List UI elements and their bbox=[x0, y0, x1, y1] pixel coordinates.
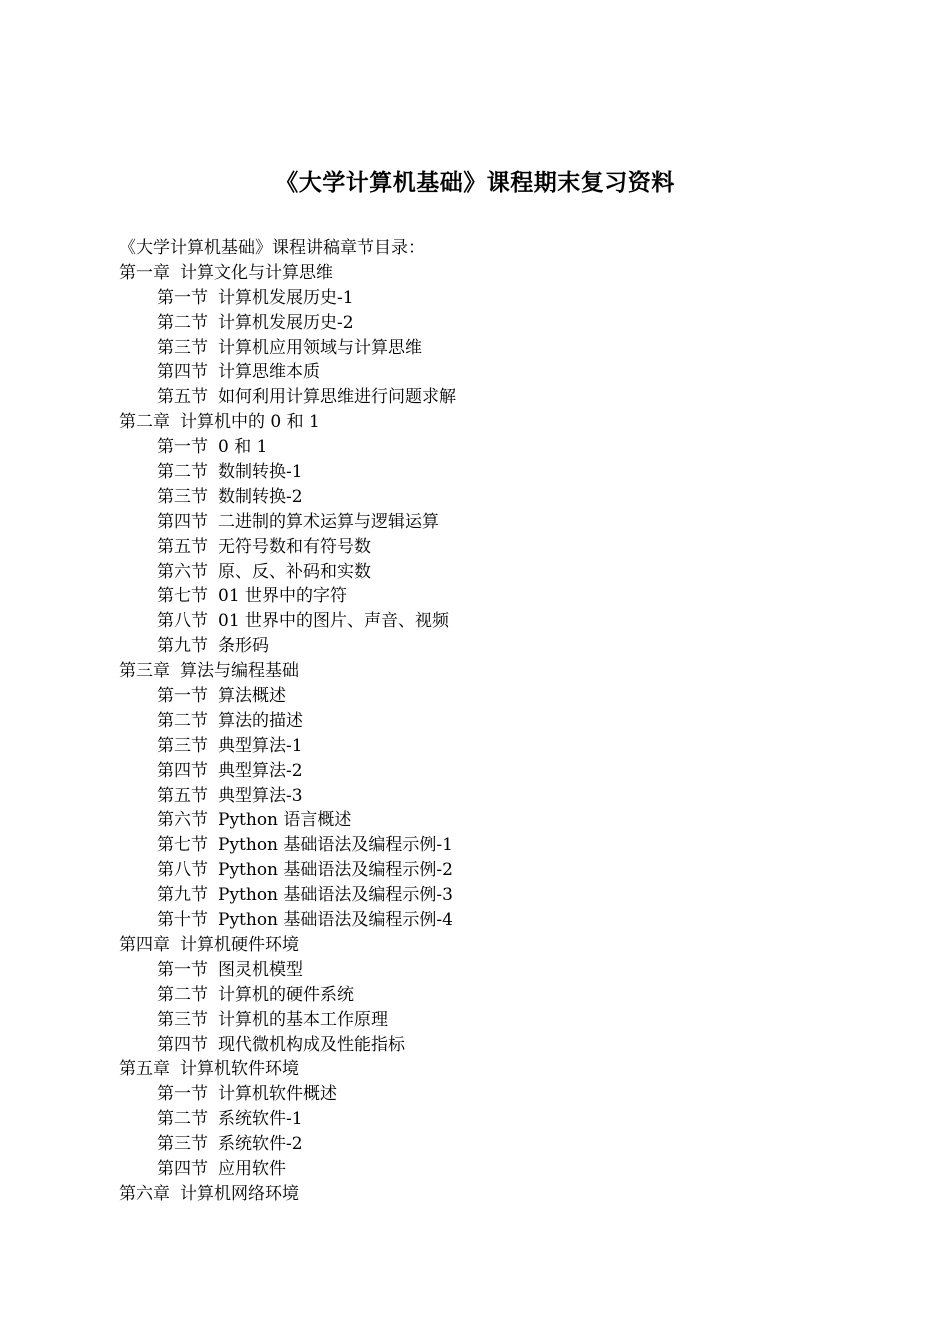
section-number: 第四节 bbox=[157, 1034, 208, 1055]
section-title: 数制转换-1 bbox=[218, 462, 303, 483]
section-item bbox=[119, 560, 839, 585]
chapter-number: 第一章 bbox=[119, 262, 170, 283]
section-number: 第三节 bbox=[157, 735, 208, 756]
section-number: 第九节 bbox=[157, 885, 208, 906]
section-number: 第六节 bbox=[157, 810, 208, 831]
chapter-title: 计算机硬件环境 bbox=[180, 934, 299, 955]
chapter-title: 计算机软件环境 bbox=[180, 1059, 299, 1080]
section-item bbox=[119, 734, 839, 759]
section-item bbox=[119, 510, 839, 535]
section-title: 计算机应用领域与计算思维 bbox=[218, 337, 422, 358]
section-title: 计算思维本质 bbox=[218, 362, 320, 383]
section-number: 第三节 bbox=[157, 337, 208, 358]
section-title: Python 基础语法及编程示例-1 bbox=[218, 835, 453, 856]
section-item bbox=[119, 1082, 839, 1107]
chapter-number: 第二章 bbox=[119, 412, 170, 433]
section-title: 计算机的硬件系统 bbox=[218, 984, 354, 1005]
section-item bbox=[119, 1107, 839, 1132]
chapter-title: 计算机中的 0 和 1 bbox=[180, 412, 320, 433]
section-number: 第四节 bbox=[157, 362, 208, 383]
section-number: 第三节 bbox=[157, 486, 208, 507]
section-item bbox=[119, 1132, 839, 1157]
section-title: 图灵机模型 bbox=[218, 959, 303, 980]
chapter-heading bbox=[119, 410, 839, 435]
section-item bbox=[119, 858, 839, 883]
section-number: 第四节 bbox=[157, 1158, 208, 1179]
section-number: 第一节 bbox=[157, 959, 208, 980]
chapter-title: 计算文化与计算思维 bbox=[180, 262, 333, 283]
chapter-heading bbox=[119, 659, 839, 684]
chapter-heading bbox=[119, 1057, 839, 1082]
section-title: 计算机的基本工作原理 bbox=[218, 1009, 388, 1030]
section-title: 0 和 1 bbox=[218, 437, 268, 458]
section-item bbox=[119, 609, 839, 634]
section-item bbox=[119, 833, 839, 858]
section-number: 第十节 bbox=[157, 910, 208, 931]
toc-intro: 《大学计算机基础》课程讲稿章节目录： bbox=[119, 238, 425, 258]
section-item bbox=[119, 634, 839, 659]
section-title: 系统软件-2 bbox=[218, 1134, 303, 1155]
section-title: 算法的描述 bbox=[218, 710, 303, 731]
section-title: 条形码 bbox=[218, 636, 269, 657]
section-item bbox=[119, 983, 839, 1008]
section-title: 01 世界中的图片、声音、视频 bbox=[218, 611, 450, 632]
section-title: 算法概述 bbox=[218, 686, 286, 707]
section-title: 计算机发展历史-1 bbox=[218, 287, 354, 308]
section-item bbox=[119, 286, 839, 311]
section-number: 第三节 bbox=[157, 1134, 208, 1155]
chapter-number: 第六章 bbox=[119, 1183, 170, 1204]
section-number: 第二节 bbox=[157, 312, 208, 333]
section-number: 第一节 bbox=[157, 1084, 208, 1105]
chapter-heading bbox=[119, 1182, 839, 1207]
chapter-heading bbox=[119, 933, 839, 958]
section-title: 数制转换-2 bbox=[218, 486, 303, 507]
section-number: 第七节 bbox=[157, 835, 208, 856]
section-item bbox=[119, 435, 839, 460]
section-title: 二进制的算术运算与逻辑运算 bbox=[218, 511, 439, 532]
section-title: 系统软件-1 bbox=[218, 1109, 303, 1130]
section-number: 第一节 bbox=[157, 437, 208, 458]
chapter-number: 第五章 bbox=[119, 1059, 170, 1080]
section-number: 第二节 bbox=[157, 1109, 208, 1130]
section-number: 第六节 bbox=[157, 561, 208, 582]
section-title: 01 世界中的字符 bbox=[218, 586, 348, 607]
section-item bbox=[119, 1008, 839, 1033]
document-title: 《大学计算机基础》课程期末复习资料 bbox=[275, 170, 675, 196]
section-item bbox=[119, 584, 839, 609]
section-item bbox=[119, 385, 839, 410]
section-item bbox=[119, 684, 839, 709]
section-item bbox=[119, 784, 839, 809]
section-item bbox=[119, 460, 839, 485]
section-item bbox=[119, 360, 839, 385]
section-title: 原、反、补码和实数 bbox=[218, 561, 371, 582]
section-item bbox=[119, 709, 839, 734]
section-item bbox=[119, 883, 839, 908]
section-title: Python 语言概述 bbox=[218, 810, 352, 831]
section-title: 如何利用计算思维进行问题求解 bbox=[218, 387, 456, 408]
section-item bbox=[119, 808, 839, 833]
chapter-title: 算法与编程基础 bbox=[180, 661, 299, 682]
section-number: 第八节 bbox=[157, 611, 208, 632]
section-item bbox=[119, 1033, 839, 1058]
chapter-number: 第四章 bbox=[119, 934, 170, 955]
section-title: Python 基础语法及编程示例-4 bbox=[218, 910, 453, 931]
section-title: 无符号数和有符号数 bbox=[218, 536, 371, 557]
section-title: 应用软件 bbox=[218, 1158, 286, 1179]
table-of-contents bbox=[119, 236, 839, 1207]
section-item bbox=[119, 958, 839, 983]
section-number: 第三节 bbox=[157, 1009, 208, 1030]
section-item bbox=[119, 908, 839, 933]
section-item bbox=[119, 1157, 839, 1182]
section-title: 计算机发展历史-2 bbox=[218, 312, 354, 333]
section-title: 典型算法-1 bbox=[218, 735, 303, 756]
chapter-heading bbox=[119, 261, 839, 286]
section-item bbox=[119, 311, 839, 336]
section-title: 现代微机构成及性能指标 bbox=[218, 1034, 405, 1055]
section-title: 典型算法-3 bbox=[218, 785, 303, 806]
section-number: 第一节 bbox=[157, 686, 208, 707]
section-number: 第二节 bbox=[157, 710, 208, 731]
section-number: 第五节 bbox=[157, 536, 208, 557]
chapter-number: 第三章 bbox=[119, 661, 170, 682]
section-number: 第二节 bbox=[157, 984, 208, 1005]
section-number: 第七节 bbox=[157, 586, 208, 607]
chapter-title: 计算机网络环境 bbox=[180, 1183, 299, 1204]
section-title: 典型算法-2 bbox=[218, 760, 303, 781]
section-title: Python 基础语法及编程示例-3 bbox=[218, 885, 453, 906]
section-number: 第五节 bbox=[157, 387, 208, 408]
section-item bbox=[119, 535, 839, 560]
section-number: 第二节 bbox=[157, 462, 208, 483]
section-item bbox=[119, 336, 839, 361]
section-number: 第四节 bbox=[157, 511, 208, 532]
section-title: Python 基础语法及编程示例-2 bbox=[218, 860, 453, 881]
section-item bbox=[119, 759, 839, 784]
section-number: 第一节 bbox=[157, 287, 208, 308]
section-number: 第五节 bbox=[157, 785, 208, 806]
section-item bbox=[119, 485, 839, 510]
section-title: 计算机软件概述 bbox=[218, 1084, 337, 1105]
section-number: 第八节 bbox=[157, 860, 208, 881]
section-number: 第九节 bbox=[157, 636, 208, 657]
section-number: 第四节 bbox=[157, 760, 208, 781]
